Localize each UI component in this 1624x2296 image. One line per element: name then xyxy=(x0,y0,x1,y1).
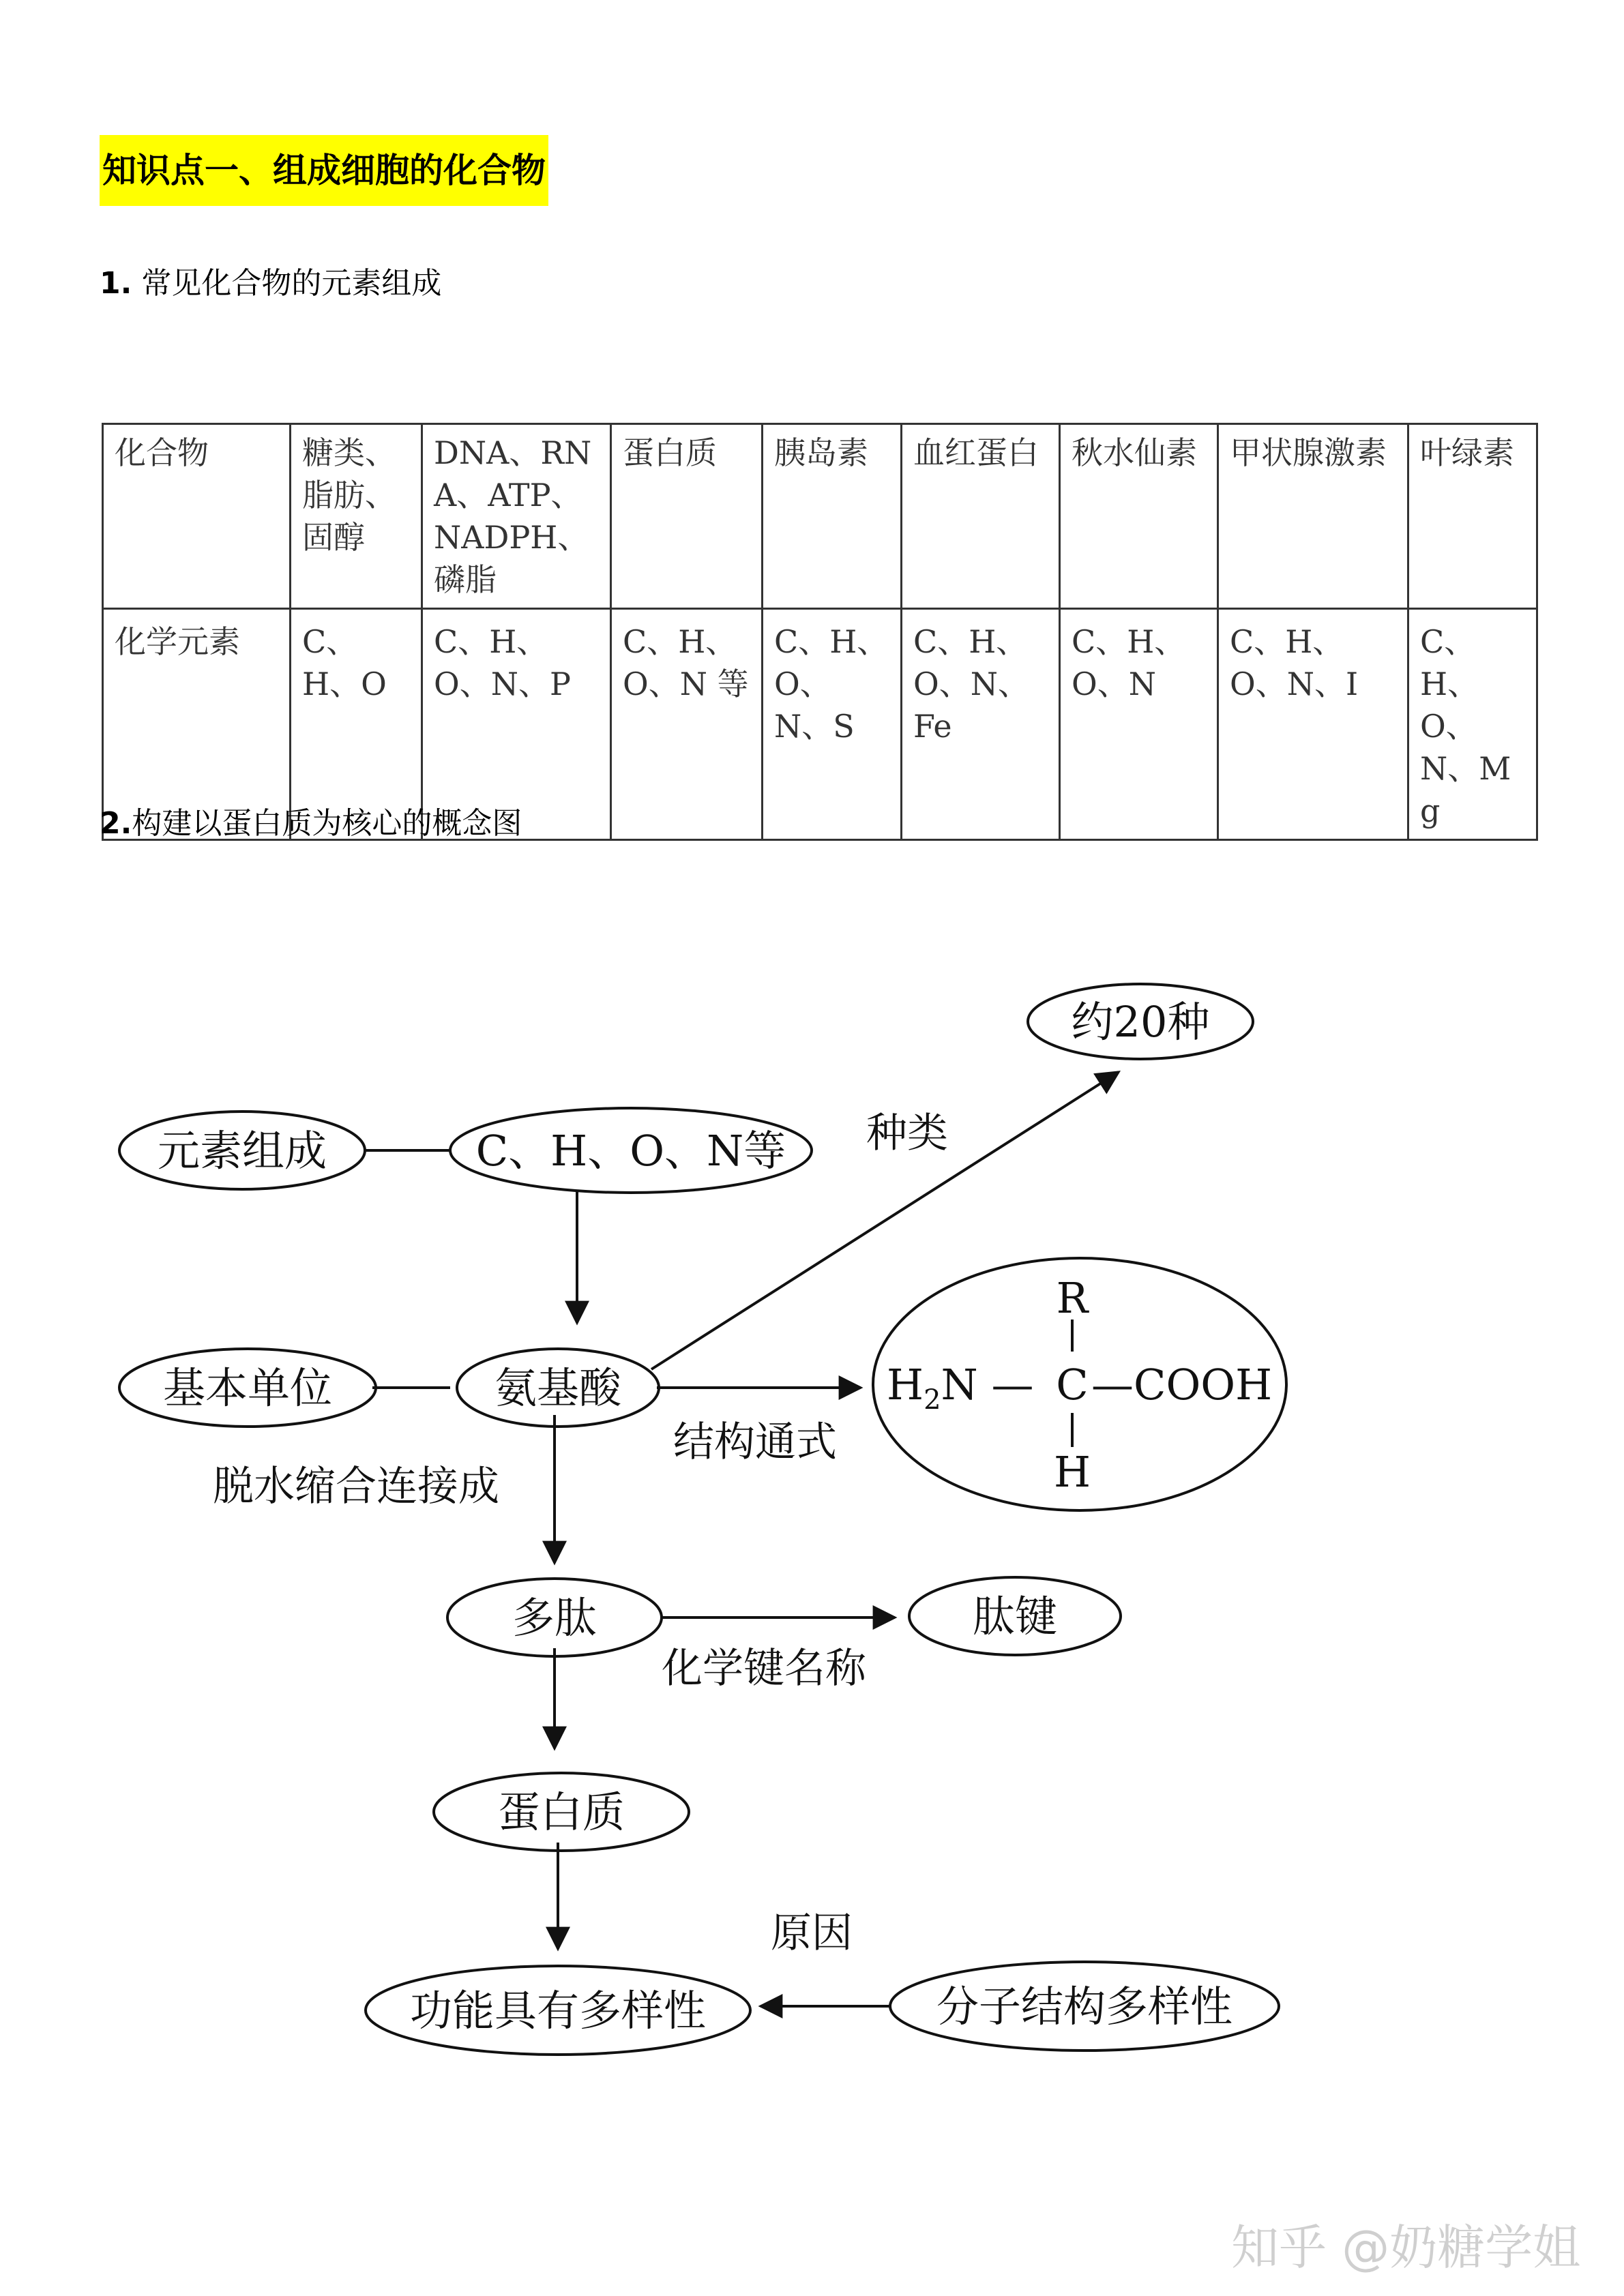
label-bond-name: 化学键名称 xyxy=(662,1645,866,1693)
table-cell: C、H、O、N 等 xyxy=(611,609,763,840)
table-row-compounds xyxy=(103,424,1537,609)
table-cell: C、H、O、N、S xyxy=(763,609,902,840)
table-cell: 胰岛素 xyxy=(763,424,902,609)
table-cell: 秋水仙素 xyxy=(1060,424,1218,609)
node-amino-acid: 氨基酸 xyxy=(494,1363,622,1413)
node-function-diversity: 功能具有多样性 xyxy=(409,1986,707,2036)
table-cell: DNA、RNA、ATP、NADPH、磷脂 xyxy=(422,424,611,609)
section-heading: 知识点一、组成细胞的化合物 xyxy=(100,135,548,206)
formula-h: H xyxy=(887,1360,924,1410)
node-elements: C、H、O、N等 xyxy=(475,1126,786,1176)
formula-sub2: 2 xyxy=(924,1384,941,1416)
subsection-1-title xyxy=(100,263,441,304)
node-polypeptide: 多肽 xyxy=(512,1593,597,1643)
table-cell: 血红蛋白 xyxy=(902,424,1060,609)
node-about-20: 约20种 xyxy=(1071,997,1210,1047)
node-protein: 蛋白质 xyxy=(497,1787,625,1837)
table-cell: C、H、O、N、I xyxy=(1218,609,1408,840)
formula-h2n xyxy=(887,1360,1034,1416)
table-cell: C、H、O、N xyxy=(1060,609,1218,840)
table-cell: C、H、O、N、P xyxy=(422,609,611,840)
table-cell: 化学元素 xyxy=(103,609,291,840)
table-cell: 叶绿素 xyxy=(1408,424,1537,609)
watermark: 知乎 @奶糖学姐 xyxy=(1231,2220,1581,2276)
label-dehydration: 脱水缩合连接成 xyxy=(213,1463,499,1510)
formula-cooh: —COOH xyxy=(1091,1360,1273,1410)
subsection-2-text: 构建以蛋白质为核心的概念图 xyxy=(132,806,522,841)
table-cell: C、H、O xyxy=(291,609,422,840)
label-structure-formula: 结构通式 xyxy=(673,1418,837,1466)
formula-r: R xyxy=(1056,1273,1089,1323)
table-cell: C、H、O、N、Fe xyxy=(902,609,1060,840)
node-basic-unit: 基本单位 xyxy=(162,1363,333,1413)
subsection-2-number: 2. xyxy=(100,806,132,841)
node-structure-diversity: 分子结构多样性 xyxy=(936,1982,1233,2031)
table-cell: 甲状腺激素 xyxy=(1218,424,1408,609)
element-composition-table xyxy=(102,423,1538,841)
protein-concept-map xyxy=(0,941,1624,2100)
table-cell: 化合物 xyxy=(103,424,291,609)
table-cell: C、H、O、N、Mg xyxy=(1408,609,1537,840)
table-cell: 蛋白质 xyxy=(611,424,763,609)
label-reason: 原因 xyxy=(771,1909,853,1957)
formula-c: C xyxy=(1056,1360,1089,1410)
subsection-1-text: 常见化合物的元素组成 xyxy=(132,266,442,301)
table-cell: 糖类、脂肪、固醇 xyxy=(291,424,422,609)
formula-n-bond: N — xyxy=(941,1360,1034,1410)
subsection-2-title xyxy=(100,803,522,844)
node-element-composition: 元素组成 xyxy=(157,1126,327,1176)
subsection-1-number: 1. xyxy=(100,266,132,301)
formula-h-bottom: H xyxy=(1053,1447,1091,1497)
label-types: 种类 xyxy=(866,1109,948,1157)
node-peptide-bond: 肽键 xyxy=(972,1592,1058,1641)
